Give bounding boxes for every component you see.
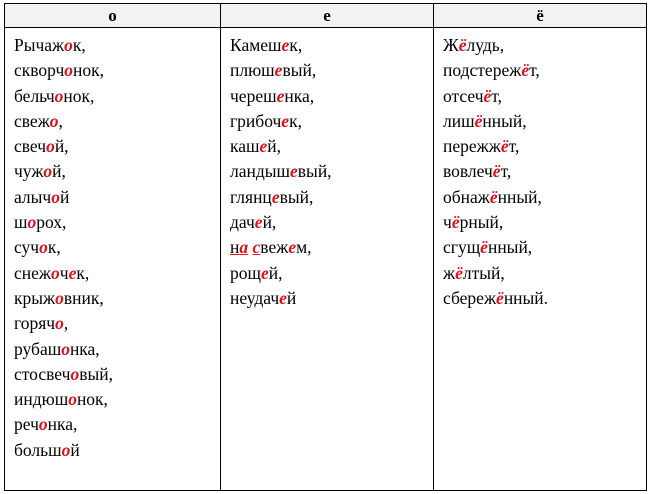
highlighted-letter: ё	[521, 60, 530, 81]
highlighted-letter: е	[271, 186, 280, 207]
word-part: сгущ	[443, 237, 481, 258]
highlighted-letter: ё	[489, 186, 498, 207]
word-item	[14, 235, 220, 260]
highlighted-letter: о	[27, 212, 37, 233]
word-item	[14, 84, 220, 109]
word-part: н	[230, 237, 240, 258]
word-part: ж	[443, 262, 456, 283]
highlighted-letter: ё	[480, 237, 488, 258]
word-part: лудь,	[466, 35, 505, 55]
word-item	[14, 387, 220, 412]
word-item	[443, 185, 646, 210]
word-part: пережж	[443, 136, 501, 157]
highlighted-letter: о	[38, 414, 48, 435]
word-part: й,	[54, 136, 69, 157]
word-part: к,	[47, 237, 61, 258]
highlighted-letter: о	[54, 85, 64, 106]
highlighted-letter: о	[51, 262, 60, 283]
word-item	[443, 58, 646, 83]
word-part: реч	[14, 414, 39, 435]
word-part: подстереж	[443, 60, 522, 81]
highlighted-letter: а	[239, 237, 249, 258]
word-part: нка,	[47, 414, 78, 435]
word-part: й	[59, 186, 70, 207]
word-part: лиш	[443, 110, 475, 131]
word-part: й,	[52, 161, 66, 182]
word-part: свеч	[14, 136, 47, 157]
highlighted-letter: ё	[458, 35, 467, 55]
word-item	[443, 33, 646, 58]
highlighted-letter: е	[281, 110, 290, 131]
header-yo: ё	[433, 4, 646, 28]
highlighted-letter: ё	[500, 136, 509, 157]
word-part: ,	[58, 110, 63, 131]
word-part: ч	[443, 212, 452, 233]
word-part: череш	[230, 85, 277, 106]
word-item	[14, 362, 220, 387]
word-item	[14, 185, 220, 210]
word-part: рный,	[459, 212, 504, 233]
word-part: к,	[72, 35, 86, 55]
word-part: нный,	[482, 110, 527, 131]
word-part: каш	[230, 136, 260, 157]
word-part: к,	[76, 262, 90, 283]
word-part: сбереж	[443, 287, 497, 308]
word-item	[14, 438, 220, 463]
word-item	[443, 210, 646, 235]
word-part: вый,	[279, 186, 314, 207]
word-part: нный,	[497, 186, 542, 207]
word-part: суч	[14, 237, 40, 258]
word-part: горяч	[14, 313, 56, 334]
highlighted-letter: е	[288, 237, 297, 258]
highlighted-letter: о	[70, 363, 80, 384]
word-part: вый,	[282, 60, 317, 81]
word-item	[230, 134, 433, 159]
column-o-words	[5, 28, 220, 490]
word-part: нка,	[69, 338, 100, 359]
highlighted-letter: о	[46, 136, 55, 157]
word-part: нок,	[63, 85, 95, 106]
word-part: плюш	[230, 60, 275, 81]
word-part: ш	[14, 212, 28, 233]
highlighted-letter: о	[64, 60, 74, 81]
word-item	[230, 185, 433, 210]
word-part: т,	[529, 60, 540, 81]
word-item	[14, 412, 220, 437]
word-part: индюш	[14, 389, 69, 410]
word-part: к,	[289, 110, 302, 131]
word-part: Рычаж	[14, 35, 65, 55]
word-item	[443, 286, 646, 311]
word-part: т,	[508, 136, 520, 157]
word-part: снеж	[14, 262, 51, 283]
word-item	[443, 235, 646, 260]
highlighted-letter: ё	[496, 287, 504, 308]
word-part: неудач	[230, 287, 280, 308]
word-part: вый,	[297, 161, 332, 182]
highlighted-letter: о	[39, 237, 48, 258]
word-part: нный.	[503, 287, 549, 308]
word-part: чуж	[14, 161, 44, 182]
word-part: ландыш	[230, 161, 291, 182]
highlighted-letter: е	[68, 262, 77, 283]
column-yo-words	[433, 28, 646, 490]
highlighted-letter: о	[64, 35, 73, 55]
column-e-words	[220, 28, 433, 490]
highlighted-letter: о	[61, 439, 71, 460]
word-part: бельч	[14, 85, 55, 106]
header-e: е	[220, 4, 433, 28]
highlighted-letter: о	[61, 338, 70, 359]
word-item	[14, 109, 220, 134]
word-part: рох,	[36, 212, 67, 233]
word-part: ,	[63, 313, 69, 334]
word-part: нный,	[487, 237, 533, 258]
word-part: Камеш	[230, 35, 282, 55]
word-item	[14, 286, 220, 311]
word-item	[14, 311, 220, 336]
word-item	[14, 159, 220, 184]
highlighted-letter: ё	[483, 85, 492, 106]
highlighted-letter: о	[55, 313, 64, 334]
word-part: крыж	[14, 287, 56, 308]
word-part: рощ	[230, 262, 261, 283]
word-part: нок,	[76, 389, 108, 410]
word-part: алыч	[14, 186, 52, 207]
word-part: дач	[230, 212, 255, 233]
highlighted-letter: е	[281, 35, 290, 55]
highlighted-letter: о	[43, 161, 53, 182]
word-part: рубаш	[14, 338, 62, 359]
highlighted-letter: о	[51, 186, 60, 207]
word-part: свеж	[14, 110, 50, 131]
word-item	[443, 261, 646, 286]
word-part: т,	[500, 161, 512, 182]
word-part: т,	[491, 85, 502, 106]
word-part: ч	[59, 262, 69, 283]
word-item	[14, 261, 220, 286]
word-item	[230, 109, 433, 134]
word-item	[230, 235, 433, 260]
highlighted-letter: е	[279, 287, 287, 308]
word-part: нка,	[284, 85, 315, 106]
word-item	[14, 210, 220, 235]
word-part: й,	[268, 262, 283, 283]
word-item	[14, 134, 220, 159]
spelling-table	[4, 3, 647, 491]
highlighted-letter: е	[259, 136, 268, 157]
word-part: к,	[289, 35, 303, 55]
word-item	[230, 33, 433, 58]
highlighted-letter: с	[252, 237, 261, 258]
word-part: отсеч	[443, 85, 484, 106]
highlighted-letter: е	[254, 212, 263, 233]
word-item	[14, 33, 220, 58]
word-part: веж	[260, 237, 289, 258]
word-part: больш	[14, 439, 62, 460]
highlighted-letter: е	[274, 60, 283, 81]
header-o: о	[5, 4, 220, 28]
word-part: грибоч	[230, 110, 282, 131]
highlighted-letter: ё	[492, 161, 501, 182]
highlighted-letter: е	[276, 85, 285, 106]
highlighted-letter: е	[260, 262, 269, 283]
word-part: й	[286, 287, 297, 308]
highlighted-letter: е	[290, 161, 298, 182]
word-item	[230, 210, 433, 235]
word-item	[230, 84, 433, 109]
highlighted-letter: ё	[451, 212, 460, 233]
highlighted-letter: ё	[455, 262, 463, 283]
highlighted-letter: о	[55, 287, 64, 308]
highlighted-letter: о	[49, 110, 59, 131]
highlighted-letter: ё	[474, 110, 483, 131]
word-part: глянц	[230, 186, 272, 207]
word-item	[443, 109, 646, 134]
word-part: й	[70, 439, 80, 460]
word-item	[14, 337, 220, 362]
word-item	[443, 159, 646, 184]
word-part: стосвеч	[14, 363, 71, 384]
word-part: нок,	[73, 60, 105, 81]
word-part: вник,	[63, 287, 104, 308]
word-part: обнаж	[443, 186, 490, 207]
word-part: м,	[296, 237, 312, 258]
word-item	[230, 58, 433, 83]
highlighted-letter: о	[68, 389, 77, 410]
word-part: й,	[262, 212, 277, 233]
word-part: вый,	[79, 363, 113, 384]
word-part: скворч	[14, 60, 65, 81]
word-part: Ж	[443, 35, 459, 55]
word-item	[230, 159, 433, 184]
word-item	[230, 286, 433, 311]
word-item	[443, 84, 646, 109]
word-item	[230, 261, 433, 286]
word-part: й,	[267, 136, 282, 157]
word-part: вовлеч	[443, 161, 493, 182]
word-item	[14, 58, 220, 83]
word-part: лтый,	[462, 262, 505, 283]
word-item	[443, 134, 646, 159]
